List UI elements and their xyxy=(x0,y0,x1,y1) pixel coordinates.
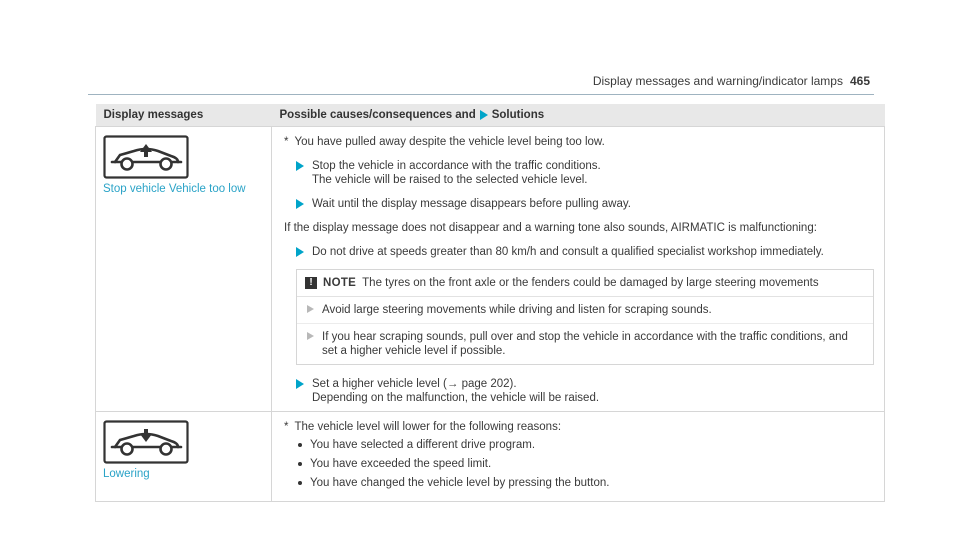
step-text: Wait until the display message disappears before pulling away. xyxy=(312,198,631,210)
vehicle-lower-icon xyxy=(103,420,189,464)
col-header-display xyxy=(96,104,272,127)
step-stop-vehicle xyxy=(296,159,874,187)
step-set-higher-level xyxy=(296,377,874,405)
arrow-right-icon xyxy=(480,110,488,120)
solution-cell xyxy=(272,127,885,412)
col-header-solutions xyxy=(272,104,885,127)
step-wait xyxy=(296,197,874,211)
display-cell xyxy=(96,127,272,412)
step-do-not-drive xyxy=(296,245,874,259)
arrow-right-icon xyxy=(296,161,304,171)
arrow-right-icon xyxy=(296,199,304,209)
display-message-label: Stop vehicle Vehicle too low xyxy=(103,183,246,195)
running-head xyxy=(593,74,870,88)
table-row xyxy=(96,412,885,502)
reason-text: You have selected a different drive program. xyxy=(310,439,536,451)
display-messages-table xyxy=(95,104,885,502)
page-number: 465 xyxy=(849,74,870,88)
display-message-label: Lowering xyxy=(103,468,150,480)
cause-text: The vehicle level will lower for the following reasons: xyxy=(294,421,562,433)
vehicle-raise-icon xyxy=(103,135,189,179)
note-heading xyxy=(297,270,873,297)
table-header-row xyxy=(96,104,885,127)
arrow-right-icon xyxy=(296,247,304,257)
step-text: Set a higher vehicle level (→ page 202). xyxy=(312,378,517,390)
note-text: The tyres on the front axle or the fenders could be damaged by large steering movements xyxy=(362,277,819,289)
list-item xyxy=(298,457,874,471)
display-cell xyxy=(96,412,272,502)
header-rule xyxy=(88,94,874,95)
cause-marker: * xyxy=(284,136,289,148)
col-header-display-text: Display messages xyxy=(103,109,204,121)
solution-cell xyxy=(272,412,885,502)
cause-text: You have pulled away despite the vehicle level being too low. xyxy=(294,136,605,148)
reason-text: You have exceeded the speed limit. xyxy=(310,458,492,470)
note-step-text: If you hear scraping sounds, pull over and stop the vehicle in accordance with the traffic conditions, and set a higher vehicle level if possible. xyxy=(322,331,848,357)
table-row xyxy=(96,127,885,412)
note-step-text: Avoid large steering movements while driving and listen for scraping sounds. xyxy=(322,304,712,316)
reason-list xyxy=(298,438,874,490)
running-head-title: Display messages and warning/indicator lamps xyxy=(592,74,843,88)
step-result-text: The vehicle will be raised to the selected vehicle level. xyxy=(312,174,588,186)
col-header-solutions-text: Possible causes/consequences and xyxy=(279,109,476,121)
note-keyword: NOTE xyxy=(323,277,357,289)
condition-text: If the display message does not disappear and a warning tone also sounds, AIRMATIC is malfunctioning: xyxy=(284,222,817,234)
reason-text: You have changed the vehicle level by pressing the button. xyxy=(310,477,610,489)
note-box xyxy=(296,269,874,365)
arrow-right-icon xyxy=(307,332,314,340)
list-item xyxy=(298,438,874,452)
list-item xyxy=(298,476,874,490)
note-step xyxy=(297,323,873,364)
step-result-text: Depending on the malfunction, the vehicle will be raised. xyxy=(312,392,600,404)
col-header-solutions-tail: Solutions xyxy=(491,109,545,121)
step-text: Stop the vehicle in accordance with the traffic conditions. xyxy=(312,160,601,172)
step-text: Do not drive at speeds greater than 80 km/h and consult a qualified specialist workshop immediately. xyxy=(312,246,824,258)
warning-sign-icon: ! xyxy=(305,277,317,289)
arrow-right-icon xyxy=(307,305,314,313)
note-step xyxy=(297,297,873,323)
arrow-right-icon xyxy=(296,379,304,389)
cause-marker: * xyxy=(284,421,289,433)
